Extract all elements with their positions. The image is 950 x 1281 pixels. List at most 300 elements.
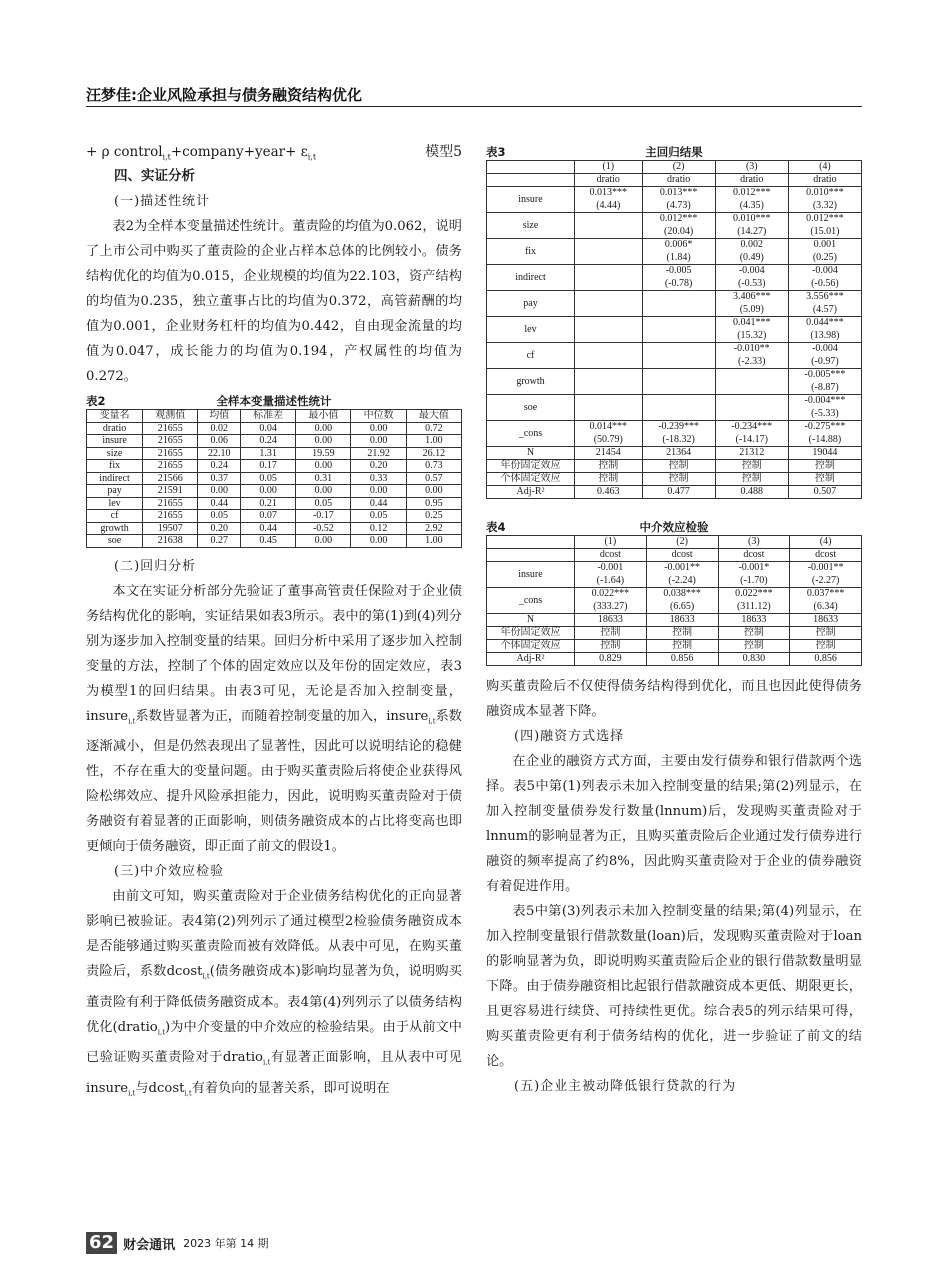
table-cell: 18633 [575, 614, 647, 627]
table-header-cell: (4) [790, 536, 862, 549]
coefficient: -0.001* [738, 562, 770, 573]
variable-name: cf [487, 343, 575, 369]
table-cell: 1.00 [406, 535, 461, 548]
table-cell [575, 395, 643, 421]
t-statistic: (4.57) [812, 303, 837, 315]
coefficient [717, 395, 787, 408]
table-cell [642, 395, 715, 421]
table-cell [788, 265, 861, 291]
table-cell [575, 343, 643, 369]
text-span: 有显著正面影响，且从表中可见insure [86, 1050, 462, 1097]
page-footer [86, 1232, 269, 1254]
t-statistic: (4.73) [666, 199, 691, 211]
table-cell: 0.00 [296, 460, 351, 473]
table-cell: 0.856 [790, 653, 862, 666]
table-cell: 0.00 [351, 535, 406, 548]
table-cell: 控制 [646, 627, 718, 640]
table-cell: 0.05 [241, 472, 296, 485]
table-cell: growth [87, 522, 143, 535]
table2-title: 全样本变量描述性统计 [216, 394, 332, 408]
table-cell: 0.463 [575, 486, 643, 499]
table-cell: 0.17 [241, 460, 296, 473]
table-row [87, 485, 462, 498]
table-cell: 0.856 [646, 653, 718, 666]
table-cell [715, 343, 788, 369]
table-cell: 0.00 [296, 485, 351, 498]
table-cell: 0.04 [241, 422, 296, 435]
table-header-cell: 变量名 [87, 410, 143, 423]
table-cell: dratio [642, 174, 715, 187]
table-header-row [487, 536, 862, 549]
coefficient: 0.041*** [733, 317, 771, 328]
table-cell: 21364 [642, 447, 715, 460]
table-cell: 18633 [646, 614, 718, 627]
coefficient: -0.234*** [731, 421, 773, 432]
coefficient: 0.010*** [806, 187, 844, 198]
t-statistic [644, 408, 714, 421]
t-statistic: (-8.87) [811, 381, 839, 393]
table-cell [715, 395, 788, 421]
table-row [87, 522, 462, 535]
coefficient [576, 239, 641, 252]
table-header-cell: 最大值 [406, 410, 461, 423]
table-cell [788, 291, 861, 317]
variable-name: _cons [487, 421, 575, 447]
table-row [87, 497, 462, 510]
coefficient: -0.001** [807, 562, 844, 573]
variable-name: fix [487, 239, 575, 265]
table-cell: 19044 [788, 447, 861, 460]
coefficient: -0.275*** [804, 421, 846, 432]
table3 [486, 160, 862, 499]
table-cell: 26.12 [406, 447, 461, 460]
t-statistic: (-14.88) [808, 433, 842, 445]
t-statistic: (5.09) [739, 303, 764, 315]
t-statistic: (-2.27) [811, 574, 840, 586]
variable-name: insure [487, 562, 575, 588]
table-cell: 22.10 [198, 447, 241, 460]
table-cell [715, 213, 788, 239]
table-cell [715, 369, 788, 395]
coefficient [576, 265, 641, 278]
t-statistic: (-18.32) [662, 433, 695, 445]
coefficient [644, 395, 714, 408]
t-statistic: (311.12) [736, 600, 771, 612]
table-cell [718, 588, 790, 614]
table-cell: 控制 [642, 460, 715, 473]
row-label: Adj-R² [487, 486, 575, 499]
t-statistic: (50.79) [593, 433, 623, 445]
coefficient: 0.044*** [806, 317, 844, 328]
table-cell: 21454 [575, 447, 643, 460]
table-cell: 0.31 [296, 472, 351, 485]
table-cell: 0.20 [351, 460, 406, 473]
coefficient: 0.010*** [733, 213, 771, 224]
t-statistic: (20.04) [664, 225, 694, 237]
table-cell: dratio [87, 422, 143, 435]
table-cell: dratio [575, 174, 643, 187]
table-cell [788, 187, 861, 213]
table-cell: 0.00 [241, 485, 296, 498]
subscript: i,t [128, 1089, 136, 1098]
table-cell: 0.27 [198, 535, 241, 548]
table-cell: 0.73 [406, 460, 461, 473]
subsection-heading: (二)回归分析 [114, 558, 197, 574]
t-statistic [576, 356, 641, 369]
t-statistic: (4.35) [739, 199, 764, 211]
t-statistic: (6.34) [813, 600, 838, 612]
journal-name: 财会通讯 [123, 1237, 176, 1253]
table-cell: 19.59 [296, 447, 351, 460]
table-header-cell: (4) [788, 161, 861, 174]
subscript: i,t [157, 1028, 166, 1037]
table-cell: 0.21 [241, 497, 296, 510]
table-cell [642, 213, 715, 239]
coefficient: 3.406*** [733, 291, 771, 302]
table-header-cell: (2) [642, 161, 715, 174]
table-cell: 21312 [715, 447, 788, 460]
table-cell: dratio [715, 174, 788, 187]
variable-name: growth [487, 369, 575, 395]
table-cell [575, 421, 643, 447]
table-cell: 控制 [575, 627, 647, 640]
table-row [487, 486, 862, 499]
section-heading: 四、实证分析 [114, 168, 195, 184]
table-cell: 0.05 [296, 497, 351, 510]
table-cell: dcost [646, 549, 718, 562]
table-cell: 控制 [718, 640, 790, 653]
table-row [487, 343, 862, 369]
table-row [487, 653, 862, 666]
variable-name: _cons [487, 588, 575, 614]
row-label: 个体固定效应 [487, 640, 575, 653]
table-header-cell: (1) [575, 536, 647, 549]
table-cell: 0.44 [241, 522, 296, 535]
table-cell: 0.45 [241, 535, 296, 548]
table-cell: 1.00 [406, 435, 461, 448]
table-cell: 0.00 [296, 422, 351, 435]
model-formula [86, 140, 462, 164]
table-cell: 21655 [143, 460, 198, 473]
table-cell: 19507 [143, 522, 198, 535]
table-row [487, 369, 862, 395]
table-row [487, 627, 862, 640]
table-header-cell: 中位数 [351, 410, 406, 423]
table4 [486, 535, 862, 666]
variable-name: soe [487, 395, 575, 421]
row-label: 年份固定效应 [487, 460, 575, 473]
table2-caption [86, 393, 462, 409]
text-span: 系数皆显著为正，而随着控制变量的加入，insure [135, 708, 429, 724]
table-cell: 0.25 [406, 510, 461, 523]
table-cell: indirect [87, 472, 143, 485]
table3-caption [486, 144, 862, 160]
t-statistic [576, 382, 641, 395]
t-statistic: (-2.24) [668, 574, 696, 586]
coefficient [644, 317, 714, 330]
table-header-cell [487, 536, 575, 549]
formula-text: + ρ control [86, 144, 163, 160]
variable-name: size [487, 213, 575, 239]
table-cell: dcost [718, 549, 790, 562]
variable-name: insure [487, 187, 575, 213]
table-cell: fix [87, 460, 143, 473]
table-row [487, 213, 862, 239]
table-cell: soe [87, 535, 143, 548]
t-statistic [644, 382, 714, 395]
table-header-cell: (1) [575, 161, 643, 174]
page-number: 62 [86, 1232, 117, 1254]
coefficient: 0.013*** [589, 187, 628, 198]
t-statistic: (-5.33) [811, 407, 839, 419]
table-cell: 21655 [143, 435, 198, 448]
table2-header-row [87, 410, 462, 423]
table-row [487, 421, 862, 447]
table-header-cell: 标准差 [241, 410, 296, 423]
table-cell: 0.507 [788, 486, 861, 499]
subscript: i,t [184, 1089, 192, 1098]
table-cell [788, 343, 861, 369]
table-cell: pay [87, 485, 143, 498]
table-cell: 0.07 [241, 510, 296, 523]
table-cell: 控制 [715, 473, 788, 486]
coefficient: 0.012*** [659, 213, 698, 224]
coefficient [644, 369, 714, 382]
coefficient [644, 291, 714, 304]
table-cell: 控制 [790, 627, 862, 640]
row-label: N [487, 447, 575, 460]
table-cell: 控制 [575, 640, 647, 653]
table-row [87, 460, 462, 473]
t-statistic: (-2.33) [738, 355, 766, 367]
coefficient: 0.006* [664, 239, 693, 250]
t-statistic [576, 226, 641, 239]
table-cell [642, 239, 715, 265]
table-cell: size [87, 447, 143, 460]
coefficient: -0.001** [664, 562, 701, 573]
table-cell: 0.05 [351, 510, 406, 523]
table-cell: 0.02 [198, 422, 241, 435]
coefficient [717, 369, 787, 382]
table-header-row [487, 161, 862, 174]
t-statistic: (-0.78) [664, 277, 693, 289]
table-row [487, 239, 862, 265]
formula-subscript: i,t [162, 152, 171, 162]
t-statistic: (-1.64) [596, 574, 625, 586]
t-statistic: (-0.56) [811, 277, 839, 289]
table-row [487, 588, 862, 614]
row-label: N [487, 614, 575, 627]
table-cell [718, 562, 790, 588]
row-label: Adj-R² [487, 653, 575, 666]
t-statistic [576, 330, 641, 343]
t-statistic: (-0.97) [811, 355, 839, 367]
coefficient [576, 291, 641, 304]
table-cell: 0.33 [351, 472, 406, 485]
table-cell: 0.00 [296, 535, 351, 548]
table-cell: dcost [575, 549, 647, 562]
table2 [86, 409, 462, 548]
t-statistic: (-1.70) [740, 574, 768, 586]
t-statistic [576, 278, 641, 291]
table-cell: 0.95 [406, 497, 461, 510]
text-span: 由前文可知，购买董责险对于企业债务结构优化的正向显著影响已被验证。表4第(2)列列示了通过模型2检验债务融资成本是否能够通过购买董责险而被有效降低。从表中可见，在购买董责险后，系数dcost [86, 889, 462, 980]
subsection-heading: (三)中介效应检验 [114, 864, 225, 880]
table-cell [575, 265, 643, 291]
table-cell [788, 369, 861, 395]
subscript: i,t [428, 717, 436, 726]
table-cell [790, 588, 862, 614]
table4-label: 表4 [486, 520, 506, 534]
t-statistic: (0.25) [812, 251, 837, 263]
table-cell: 0.830 [718, 653, 790, 666]
table-row [487, 473, 862, 486]
table-cell [646, 588, 718, 614]
table-cell: 0.20 [198, 522, 241, 535]
table-cell: 控制 [790, 640, 862, 653]
table3-title: 主回归结果 [645, 145, 703, 159]
coefficient: -0.005*** [804, 369, 846, 380]
t-statistic [576, 408, 641, 421]
t-statistic: (4.44) [596, 199, 621, 211]
table-cell [715, 291, 788, 317]
header-rule [86, 106, 862, 107]
t-statistic: (15.01) [810, 225, 840, 237]
coefficient: 0.022*** [591, 588, 630, 599]
subsection-heading: (一)描述性统计 [114, 194, 211, 209]
table-cell: 21591 [143, 485, 198, 498]
t-statistic: (1.84) [666, 251, 691, 263]
subscript: i,t [202, 972, 210, 981]
table-depvar-row [487, 549, 862, 562]
table-cell [642, 187, 715, 213]
table-cell: 控制 [575, 460, 643, 473]
coefficient: 0.013*** [659, 187, 698, 198]
table-cell: lev [87, 497, 143, 510]
right-column [486, 140, 862, 1099]
text-span: )为中介变量的中介效应的检验结果。由于从前文中已验证购买董责险对于dratio [86, 1019, 462, 1066]
table-cell: 0.57 [406, 472, 461, 485]
coefficient: 0.002 [740, 239, 764, 250]
table-row [87, 422, 462, 435]
table-cell: -0.17 [296, 510, 351, 523]
table-cell: -0.52 [296, 522, 351, 535]
table-cell [575, 239, 643, 265]
coefficient: -0.001 [597, 562, 624, 573]
table-row [87, 472, 462, 485]
table-cell [642, 343, 715, 369]
text-span: (债务融资成本)影响均显著为负，说明购买董责险有利于降低债务融资成本。表4第(4)列列示了以债务结构优化(dratio [86, 964, 462, 1035]
table2-label: 表2 [86, 394, 106, 408]
t-statistic [576, 252, 641, 265]
table-cell [715, 239, 788, 265]
table-cell: insure [87, 435, 143, 448]
coefficient: 0.014*** [589, 421, 628, 432]
paragraph-financing-1: 在企业的融资方式方面，主要由发行债券和银行借款两个选择。表5中第(1)列表示未加入控制变量的结果;第(2)列显示，在加入控制变量债券发行数量(lnnum)后，发现购买董责险对于lnnum的影响显著为正，且购买董责险后企业通过发行债券进行融资的频率提高了约8%，因此购买董责险对于企业的债券融资有着促进作用。 [486, 754, 862, 894]
t-statistic: (13.98) [810, 329, 840, 341]
coefficient: 0.012*** [806, 213, 844, 224]
table-cell: 21638 [143, 535, 198, 548]
table-cell: 控制 [788, 460, 861, 473]
t-statistic: (14.27) [737, 225, 767, 237]
table2-body [87, 422, 462, 547]
row-label: 年份固定效应 [487, 627, 575, 640]
table-cell: 0.477 [642, 486, 715, 499]
coefficient: 0.038*** [663, 588, 701, 599]
table-cell: 18633 [790, 614, 862, 627]
table-cell [575, 187, 643, 213]
table-cell: 控制 [715, 460, 788, 473]
table-cell: 控制 [788, 473, 861, 486]
table-cell [487, 174, 575, 187]
paragraph-continuation: 购买董责险后不仅使得债务结构得到优化，而且也因此使得债务融资成本显著下降。 [486, 679, 862, 719]
table-row [487, 317, 862, 343]
subscript: i,t [263, 1059, 271, 1068]
table-cell: dcost [790, 549, 862, 562]
table-cell [715, 187, 788, 213]
table4-caption [486, 519, 862, 535]
table-header-cell: (2) [646, 536, 718, 549]
table-header-cell: (3) [718, 536, 790, 549]
table-row [87, 447, 462, 460]
table-header-cell: 最小值 [296, 410, 351, 423]
coefficient [644, 343, 714, 356]
subsection-heading: (四)融资方式选择 [514, 729, 625, 744]
table-row [87, 510, 462, 523]
coefficient: 0.037*** [806, 588, 845, 599]
table-row [487, 562, 862, 588]
table-cell: 21566 [143, 472, 198, 485]
table-row [487, 291, 862, 317]
t-statistic: (6.65) [670, 600, 695, 612]
table-cell: 21655 [143, 422, 198, 435]
coefficient: -0.004 [738, 265, 765, 276]
table-cell: 0.00 [406, 485, 461, 498]
coefficient: 3.556*** [806, 291, 844, 302]
table-cell [790, 562, 862, 588]
text-span: 有着负向的显著关系，即可说明在 [191, 1081, 390, 1097]
table-row [487, 395, 862, 421]
text-span: 本文在实证分析部分先验证了董事高管责任保险对于企业债务结构优化的影响，实证结果如表3所示。表中的第(1)到(4)列分别为逐步加入控制变量的结果。回归分析中采用了逐步加入控制变量的方法，控制了个体的固定效应以及年份的固定效应，表3为模型1的回归结果。由表3可见，无论是否加入控制变量，insure [86, 583, 462, 724]
t-statistic: (3.32) [812, 199, 837, 211]
table-row [487, 640, 862, 653]
table-cell [575, 588, 647, 614]
table-cell: 21655 [143, 497, 198, 510]
table-cell: 1.31 [241, 447, 296, 460]
t-statistic [644, 356, 714, 369]
coefficient: -0.004 [812, 343, 838, 354]
table-cell: 0.44 [351, 497, 406, 510]
table-row [87, 435, 462, 448]
table-cell [575, 291, 643, 317]
table-cell: 控制 [575, 473, 643, 486]
t-statistic [576, 304, 641, 317]
row-label: 个体固定效应 [487, 473, 575, 486]
table-cell [788, 239, 861, 265]
table-row [487, 447, 862, 460]
table-cell [715, 265, 788, 291]
table-cell: 0.24 [198, 460, 241, 473]
formula-text-rest: +company+year+ ε [170, 144, 308, 160]
variable-name: pay [487, 291, 575, 317]
table-cell [715, 317, 788, 343]
table-row [487, 187, 862, 213]
table-cell: 0.37 [198, 472, 241, 485]
table-cell: 0.00 [351, 485, 406, 498]
table-cell [642, 265, 715, 291]
table-cell: 0.00 [351, 422, 406, 435]
coefficient: 0.012*** [733, 187, 771, 198]
